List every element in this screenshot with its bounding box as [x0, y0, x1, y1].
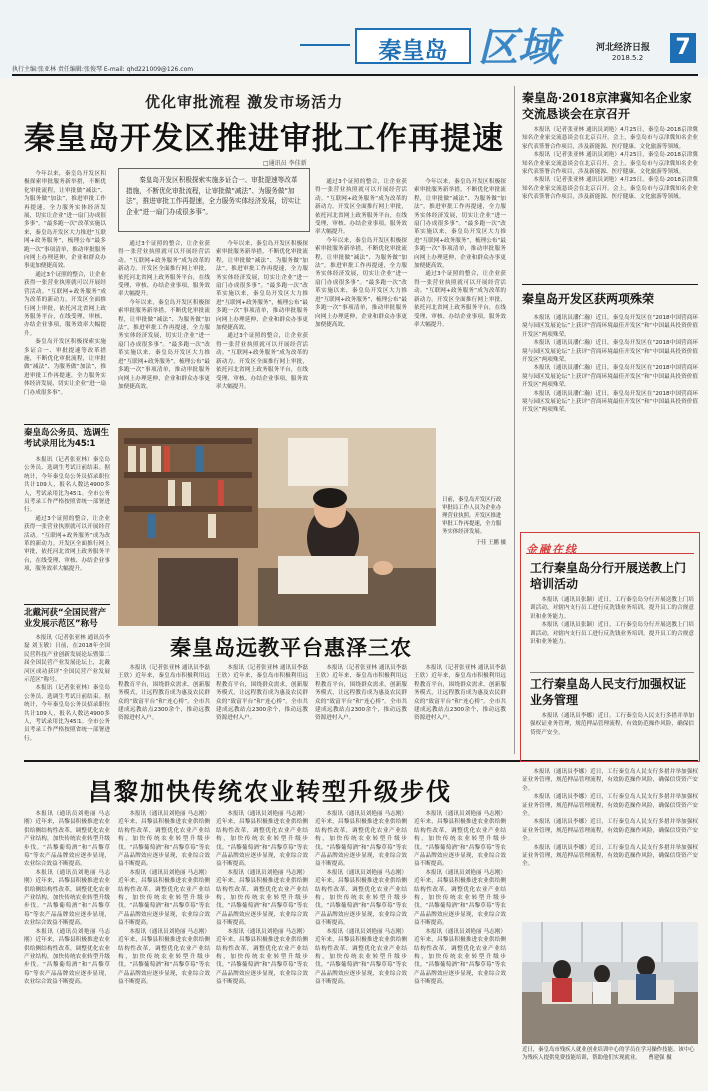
right-story4-cont-text-d: 本报讯（通讯员李娜）近日，工行秦皇岛人民支行多措并举加强权证业务管理，规范押品管理流程，有效防范操作风险，确保信贷资产安全。 — [522, 844, 698, 868]
lead-body-col3: 今年以来，秦皇岛开发区积极探索审批服务新举措，不断优化审批流程，让审批做“减法”、为服务做“加法”，推进审批工作再提速，全力服务实体经济发展，切实让企业“进一扇门办成很多事”。“最多跑一次”改革实施以来，秦皇岛开发区大力推进“互联网+政务服务”，梳理公布“最多跑一次”事项清单，推动审批服务向网上办理延伸，企业和群众办事更加便捷高效。 — [216, 241, 308, 332]
right-story1-text-b: 本报讯（记者张亚林 通讯员刘艳）4月25日，秦皇岛·2018京津冀知名企业家交流恳谈会在北京召开。会上，秦皇岛市与京津冀知名企业家代表签署合作项目，涉及新能源、医疗健康、文化旅游等领域。 — [522, 152, 698, 176]
bottom-photo — [522, 922, 698, 1044]
masthead-meta: 执行主编:张亚林 责任编辑:张俊琴 E-mail: qhd221009@126.com — [12, 66, 194, 73]
bottom-text-4b: 本报讯（通讯员刘艳丽 马志刚）近年来，昌黎县积极推进农业供给侧结构性改革，调整优化农业产业结构，加快传统农业转型升级步伐。“昌黎葡萄酒”和“昌黎草莓”等农产品品牌效应逐步显现，农业综合效益不断提高。 — [315, 869, 407, 927]
right-story2-title: 秦皇岛开发区获两项殊荣 — [522, 292, 655, 306]
bottom-text-1: 本报讯（通讯员刘艳丽 马志刚）近年来，昌黎县积极推进农业供给侧结构性改革，调整优化农业产业结构，加快传统农业转型升级步伐。“昌黎葡萄酒”和“昌黎草莓”等农产品品牌效应逐步显现，农业综合效益不断提高。 — [24, 811, 110, 868]
lead-column-4 — [315, 178, 407, 422]
lead-photo-caption-text: 日前，秦皇岛开发区行政审批局工作人员为企业办理营业执照。开发区推进审批工作再提速，全力服务实体经济发展。 — [442, 497, 502, 535]
right-rule-1 — [522, 284, 698, 285]
lead-summary: 秦皇岛开发区积极探索实施多证合一、审批提速等改革措施，不断优化审批流程，让审批做“减法”、为服务做“加法”，推进审批工作再提速，全力服务实体经济发展，切实让企业“进一扇门办成很多事”。 — [126, 176, 301, 216]
feature-column-3 — [315, 664, 407, 754]
brief-base-title: 北戴河获“全国民营产业发展示范区”称号 — [24, 608, 107, 629]
bottom-headline: 昌黎加快传统农业转型升级步伐 — [88, 777, 452, 806]
finance-label-bar — [526, 538, 694, 554]
bottom-text-2: 本报讯（通讯员刘艳丽 马志刚）近年来，昌黎县积极推进农业供给侧结构性改革，调整优化农业产业结构，加快传统农业转型升级步伐。“昌黎葡萄酒”和“昌黎草莓”等农产品品牌效应逐步显现，农业综合效益不断提高。 — [118, 811, 210, 868]
bottom-text-5b: 本报讯（通讯员刘艳丽 马志刚）近年来，昌黎县积极推进农业供给侧结构性改革，调整优化农业产业结构，加快传统农业转型升级步伐。“昌黎葡萄酒”和“昌黎草莓”等农产品品牌效应逐步显现，农业综合效益不断提高。 — [414, 869, 506, 927]
lead-photo-credit: 于佳 王鹏 摄 — [475, 540, 506, 546]
brief-base-text: 本报讯（记者张亚林 通讯员李磊 刘玉敏）日前，在2018年全国民营科技产业创新发展论坛暨第二届全国民营产业发展论坛上，北戴河区成功获评“全国民营产业发展示范区”称号。 — [24, 635, 110, 684]
feature-text-4: 本报讯（记者张亚林 通讯员李磊 王欣）近年来，秦皇岛市积极利用远程教育平台，围绕群众需求，创新服务模式，让远程教育成为惠及农民群众的“致富平台”和“连心桥”。全市共建成远教站点2300余个，推动远教资源进村入户。 — [414, 665, 506, 722]
right-story4-cont-text-c: 本报讯（通讯员李娜）近日，工行秦皇岛人民支行多措并举加强权证业务管理，规范押品管理流程，有效防范操作风险，确保信贷资产安全。 — [522, 819, 698, 843]
region-left-ornament — [300, 44, 350, 46]
right-story3-title: 工行秦皇岛分行开展送教上门培训活动 — [530, 561, 687, 591]
feature-text-2: 本报讯（记者张亚林 通讯员李磊 王欣）近年来，秦皇岛市积极利用远程教育平台，围绕群众需求，创新服务模式，让远程教育成为惠及农民群众的“致富平台”和“连心桥”。全市共建成远教站点2300余个，推动远教资源进村入户。 — [216, 665, 308, 722]
paper-name: 河北经济日报 — [596, 43, 651, 53]
bottom-column-1 — [24, 810, 110, 1082]
lead-kicker: 优化审批流程 激发市场活力 — [145, 93, 344, 111]
lead-column-5 — [414, 178, 506, 422]
bottom-photo-credit: 曹建强 摄 — [648, 1055, 672, 1061]
right-column-divider — [514, 86, 515, 754]
feature-text-3: 本报讯（记者张亚林 通讯员李磊 王欣）近年来，秦皇岛市积极利用远程教育平台，围绕群众需求，创新服务模式，让远程教育成为惠及农民群众的“致富平台”和“连心桥”。全市共建成远教站点2300余个，推动远教资源进村入户。 — [315, 665, 407, 722]
right-story1-text: 本报讯（记者张亚林 通讯员刘艳）4月25日，秦皇岛·2018京津冀知名企业家交流恳谈会在北京召开。会上，秦皇岛市与京津冀知名企业家代表签署合作项目，涉及新能源、医疗健康、文化旅游等领域。 — [522, 127, 698, 150]
issue-date: 2018.5.2 — [612, 54, 644, 62]
right-story2-text: 本报讯（通讯员潘仁瀚）近日，秦皇岛开发区在“2018中国营商环境与园区发展论坛”上获评“营商环境最佳开发区”和“中国最具投资价值开发区”两项殊荣。 — [522, 315, 698, 338]
bottom-photo-caption-text: 近日，秦皇岛市残疾人就业创业培训中心的学员在学习操作技能。该中心为残疾人提供免费技能培训，帮助他们实现就业。 — [522, 1047, 695, 1061]
bottom-text-3b: 本报讯（通讯员刘艳丽 马志刚）近年来，昌黎县积极推进农业供给侧结构性改革，调整优化农业产业结构，加快传统农业转型升级步伐。“昌黎葡萄酒”和“昌黎草莓”等农产品品牌效应逐步显现，农业综合效益不断提高。 — [216, 869, 308, 927]
bottom-text-3: 本报讯（通讯员刘艳丽 马志刚）近年来，昌黎县积极推进农业供给侧结构性改革，调整优化农业产业结构，加快传统农业转型升级步伐。“昌黎葡萄酒”和“昌黎草莓”等农产品品牌效应逐步显现，农业综合效益不断提高。 — [216, 811, 308, 868]
right-story3-text: 本报讯（通讯员张颖）近日，工行秦皇岛分行开展送教上门培训活动，对辖内支行员工进行反洗钱业务培训，提升员工的合规意识和业务能力。 — [530, 597, 694, 620]
right-story4-cont-text-b: 本报讯（通讯员李娜）近日，工行秦皇岛人民支行多措并举加强权证业务管理，规范押品管理流程，有效防范操作风险，确保信贷资产安全。 — [522, 794, 698, 818]
lead-body-mid-cont: 今年以来，秦皇岛开发区积极探索审批服务新举措，不断优化审批流程，让审批做“减法”、为服务做“加法”，推进审批工作再提速，全力服务实体经济发展，切实让企业“进一扇门办成很多事”。“最多跑一次”改革实施以来，秦皇岛开发区大力推进“互联网+政务服务”，梳理公布“最多跑一次”事项清单，推动审批服务向网上办理延伸，企业和群众办事更加便捷高效。 — [118, 299, 210, 390]
right-story4-body — [530, 712, 694, 758]
left-brief-rule-2 — [24, 604, 110, 605]
lead-body-col5-cont: 通过3个证照的整合，让企业获得一张营业执照就可以开展经营活动。“互联网+政务服务”成为改革的新动力。开发区全面推行网上审批，依托河北省网上政务服务平台，在线受理、审核、办结企业事项，服务效率大幅提升。 — [414, 271, 506, 328]
bottom-text-4c: 本报讯（通讯员刘艳丽 马志刚）近年来，昌黎县积极推进农业供给侧结构性改革，调整优化农业产业结构，加快传统农业转型升级步伐。“昌黎葡萄酒”和“昌黎草莓”等农产品品牌效应逐步显现，农业综合效益不断提高。 — [315, 928, 407, 986]
lead-body-left-cont2: 秦皇岛开发区积极探索实施多证合一、审批提速等改革措施，不断优化审批流程，让审批做“减法”、为服务做“加法”，推进审批工作再提速，全力服务实体经济发展，切实让企业“进一扇门办成很多事”。 — [24, 339, 106, 396]
lead-photo — [118, 428, 436, 626]
bottom-column-3 — [216, 810, 308, 1082]
left-brief-rule-1 — [24, 424, 110, 425]
lead-headline: 秦皇岛开发区推进审批工作再提速 — [24, 121, 504, 157]
brief-base-text-cont: 本报讯（记者张亚林）秦皇岛公务员、选调生考试日前结束。据统计，今年秦皇岛公务员招录职位共计109人，报名人数达4900多人，考试录用比为45∶1。全市公务员考录工作严格按照省统一部署进行。 — [24, 685, 110, 742]
brief-base-body — [24, 634, 110, 756]
right-story1-body — [522, 126, 698, 282]
bottom-photo-caption — [522, 1046, 698, 1086]
lead-photo-caption — [442, 496, 506, 620]
brief-civil-body — [24, 456, 110, 606]
lead-body-col4: 通过3个证照的整合，让企业获得一张营业执照就可以开展经营活动。“互联网+政务服务”成为改革的新动力。开发区全面推行网上审批，依托河北省网上政务服务平台，在线受理、审核、办结企业事项，服务效率大幅提升。 — [315, 179, 407, 236]
lead-body-mid: 通过3个证照的整合，让企业获得一张营业执照就可以开展经营活动。“互联网+政务服务”成为改革的新动力。开发区全面推行网上审批，依托河北省网上政务服务平台，在线受理、审核、办结企业事项，服务效率大幅提升。 — [118, 241, 210, 298]
lead-column-2 — [118, 240, 210, 418]
feature-column-1 — [118, 664, 210, 754]
brief-civil-title: 秦皇岛公务员、选调生考试录用比为45∶1 — [24, 428, 110, 449]
page-number: 7 — [670, 33, 696, 63]
bottom-text-2b: 本报讯（通讯员刘艳丽 马志刚）近年来，昌黎县积极推进农业供给侧结构性改革，调整优化农业产业结构，加快传统农业转型升级步伐。“昌黎葡萄酒”和“昌黎草莓”等农产品品牌效应逐步显现，农业综合效益不断提高。 — [118, 869, 210, 927]
finance-label: 金融在线 — [526, 543, 578, 556]
right-story1-text-c: 本报讯（记者张亚林 通讯员刘艳）4月25日，秦皇岛·2018京津冀知名企业家交流恳谈会在北京召开。会上，秦皇岛市与京津冀知名企业家代表签署合作项目，涉及新能源、医疗健康、文化旅游等领域。 — [522, 177, 698, 201]
brief-civil-text: 本报讯（记者张亚林）秦皇岛公务员、选调生考试日前结束。据统计，今年秦皇岛公务员招录职位共计109人，报名人数达4900多人，考试录用比为45∶1。全市公务员考录工作严格按照省统一部署进行。 — [24, 457, 110, 514]
right-story3-text-b: 本报讯（通讯员张颖）近日，工行秦皇岛分行开展送教上门培训活动，对辖内支行员工进行反洗钱业务培训，提升员工的合规意识和业务能力。 — [530, 622, 694, 646]
bottom-text-2c: 本报讯（通讯员刘艳丽 马志刚）近年来，昌黎县积极推进农业供给侧结构性改革，调整优化农业产业结构，加快传统农业转型升级步伐。“昌黎葡萄酒”和“昌黎草莓”等农产品品牌效应逐步显现，农业综合效益不断提高。 — [118, 928, 210, 986]
office-scene-illustration — [118, 428, 436, 626]
right-story2-body — [522, 314, 698, 526]
lead-body-col4-cont: 今年以来，秦皇岛开发区积极探索审批服务新举措，不断优化审批流程，让审批做“减法”、为服务做“加法”，推进审批工作再提速，全力服务实体经济发展，切实让企业“进一扇门办成很多事”。“最多跑一次”改革实施以来，秦皇岛开发区大力推进“互联网+政务服务”，梳理公布“最多跑一次”事项清单，推动审批服务向网上办理延伸，企业和群众办事更加便捷高效。 — [315, 237, 407, 328]
region-name: 秦皇岛 — [378, 37, 448, 64]
lead-body-col5: 今年以来，秦皇岛开发区积极探索审批服务新举措，不断优化审批流程，让审批做“减法”、为服务做“加法”，推进审批工作再提速，全力服务实体经济发展，切实让企业“进一扇门办成很多事”。“最多跑一次”改革实施以来，秦皇岛开发区大力推进“互联网+政务服务”，梳理公布“最多跑一次”事项清单，推动审批服务向网上办理延伸，企业和群众办事更加便捷高效。 — [414, 179, 506, 270]
bottom-column-5 — [414, 810, 506, 1082]
lead-column-3 — [216, 240, 308, 418]
region-badge — [355, 28, 471, 64]
right-story4-cont-text: 本报讯（通讯员李娜）近日，工行秦皇岛人民支行多措并举加强权证业务管理，规范押品管理流程，有效防范操作风险，确保信贷资产安全。 — [522, 769, 698, 792]
lead-body-left-cont: 通过3个证照的整合，让企业获得一张营业执照就可以开展经营活动。“互联网+政务服务”成为改革的新动力。开发区全面推行网上审批，依托河北省网上政务服务平台，在线受理、审核、办结企业事项，服务效率大幅提升。 — [24, 271, 106, 337]
feature-column-2 — [216, 664, 308, 754]
right-story2-text-b: 本报讯（通讯员潘仁瀚）近日，秦皇岛开发区在“2018中国营商环境与园区发展论坛”上获评“营商环境最佳开发区”和“中国最具投资价值开发区”两项殊荣。 — [522, 340, 698, 364]
lead-body-col3-cont: 通过3个证照的整合，让企业获得一张营业执照就可以开展经营活动。“互联网+政务服务”成为改革的新动力。开发区全面推行网上审批，依托河北省网上政务服务平台，在线受理、审核、办结企业事项，服务效率大幅提升。 — [216, 333, 308, 390]
feature-column-4 — [414, 664, 506, 754]
right-story2-text-c: 本报讯（通讯员潘仁瀚）近日，秦皇岛开发区在“2018中国营商环境与园区发展论坛”上获评“营商环境最佳开发区”和“中国最具投资价值开发区”两项殊荣。 — [522, 365, 698, 389]
right-story4-text: 本报讯（通讯员李娜）近日，工行秦皇岛人民支行多措并举加强权证业务管理，规范押品管理流程，有效防范操作风险，确保信贷资产安全。 — [530, 713, 694, 736]
bottom-text-1b: 本报讯（通讯员刘艳丽 马志刚）近年来，昌黎县积极推进农业供给侧结构性改革，调整优化农业产业结构，加快传统农业转型升级步伐。“昌黎葡萄酒”和“昌黎草莓”等农产品品牌效应逐步显现，农业综合效益不断提高。 — [24, 869, 110, 927]
bottom-text-4: 本报讯（通讯员刘艳丽 马志刚）近年来，昌黎县积极推进农业供给侧结构性改革，调整优化农业产业结构，加快传统农业转型升级步伐。“昌黎葡萄酒”和“昌黎草莓”等农产品品牌效应逐步显现，农业综合效益不断提高。 — [315, 811, 407, 868]
lead-body-left: 今年以来，秦皇岛开发区积极探索审批服务新举措，不断优化审批流程，让审批做“减法”、为服务做“加法”，推进审批工作再提速，全力服务实体经济发展，切实让企业“进一扇门办成很多事”。“最多跑一次”改革实施以来，秦皇岛开发区大力推进“互联网+政务服务”，梳理公布“最多跑一次”事项清单，推动审批服务向网上办理延伸，企业和群众办事更加便捷高效。 — [24, 171, 106, 270]
lead-summary-box — [118, 168, 310, 232]
right-story1-title: 秦皇岛·2018京津冀知名企业家交流恳谈会在京召开 — [522, 91, 692, 121]
brief-civil-text-cont: 通过3个证照的整合，让企业获得一张营业执照就可以开展经营活动。“互联网+政务服务”成为改革的新动力。开发区全面推行网上审批，依托河北省网上政务服务平台，在线受理、审核、办结企业事项，服务效率大幅提升。 — [24, 515, 110, 573]
right-story4-cont — [522, 768, 698, 918]
header-rule — [12, 74, 698, 76]
right-story3-body — [530, 596, 694, 670]
training-room-illustration — [522, 922, 698, 1044]
right-story4-title: 工行秦皇岛人民支行加强权证业务管理 — [530, 677, 687, 707]
bottom-column-2 — [118, 810, 210, 1082]
lead-byline: □通讯员 李佳新 — [263, 160, 307, 167]
feature-headline: 秦皇岛远教平台惠泽三农 — [170, 635, 412, 660]
bottom-text-3c: 本报讯（通讯员刘艳丽 马志刚）近年来，昌黎县积极推进农业供给侧结构性改革，调整优化农业产业结构，加快传统农业转型升级步伐。“昌黎葡萄酒”和“昌黎草莓”等农产品品牌效应逐步显现，农业综合效益不断提高。 — [216, 928, 308, 986]
lead-column-1 — [24, 170, 106, 414]
section-title: 区域 — [478, 24, 558, 71]
bottom-text-1c: 本报讯（通讯员刘艳丽 马志刚）近年来，昌黎县积极推进农业供给侧结构性改革，调整优化农业产业结构，加快传统农业转型升级步伐。“昌黎葡萄酒”和“昌黎草莓”等农产品品牌效应逐步显现，农业综合效益不断提高。 — [24, 928, 110, 986]
bottom-text-5c: 本报讯（通讯员刘艳丽 马志刚）近年来，昌黎县积极推进农业供给侧结构性改革，调整优化农业产业结构，加快传统农业转型升级步伐。“昌黎葡萄酒”和“昌黎草莓”等农产品品牌效应逐步显现，农业综合效益不断提高。 — [414, 928, 506, 986]
feature-text-1: 本报讯（记者张亚林 通讯员李磊 王欣）近年来，秦皇岛市积极利用远程教育平台，围绕群众需求，创新服务模式，让远程教育成为惠及农民群众的“致富平台”和“连心桥”。全市共建成远教站点2300余个，推动远教资源进村入户。 — [118, 665, 210, 722]
right-story2-text-d: 本报讯（通讯员潘仁瀚）近日，秦皇岛开发区在“2018中国营商环境与园区发展论坛”上获评“营商环境最佳开发区”和“中国最具投资价值开发区”两项殊荣。 — [522, 390, 698, 414]
bottom-column-4 — [315, 810, 407, 1082]
right-rule-2 — [530, 672, 694, 673]
bottom-text-5: 本报讯（通讯员刘艳丽 马志刚）近年来，昌黎县积极推进农业供给侧结构性改革，调整优化农业产业结构，加快传统农业转型升级步伐。“昌黎葡萄酒”和“昌黎草莓”等农产品品牌效应逐步显现，农业综合效益不断提高。 — [414, 811, 506, 868]
